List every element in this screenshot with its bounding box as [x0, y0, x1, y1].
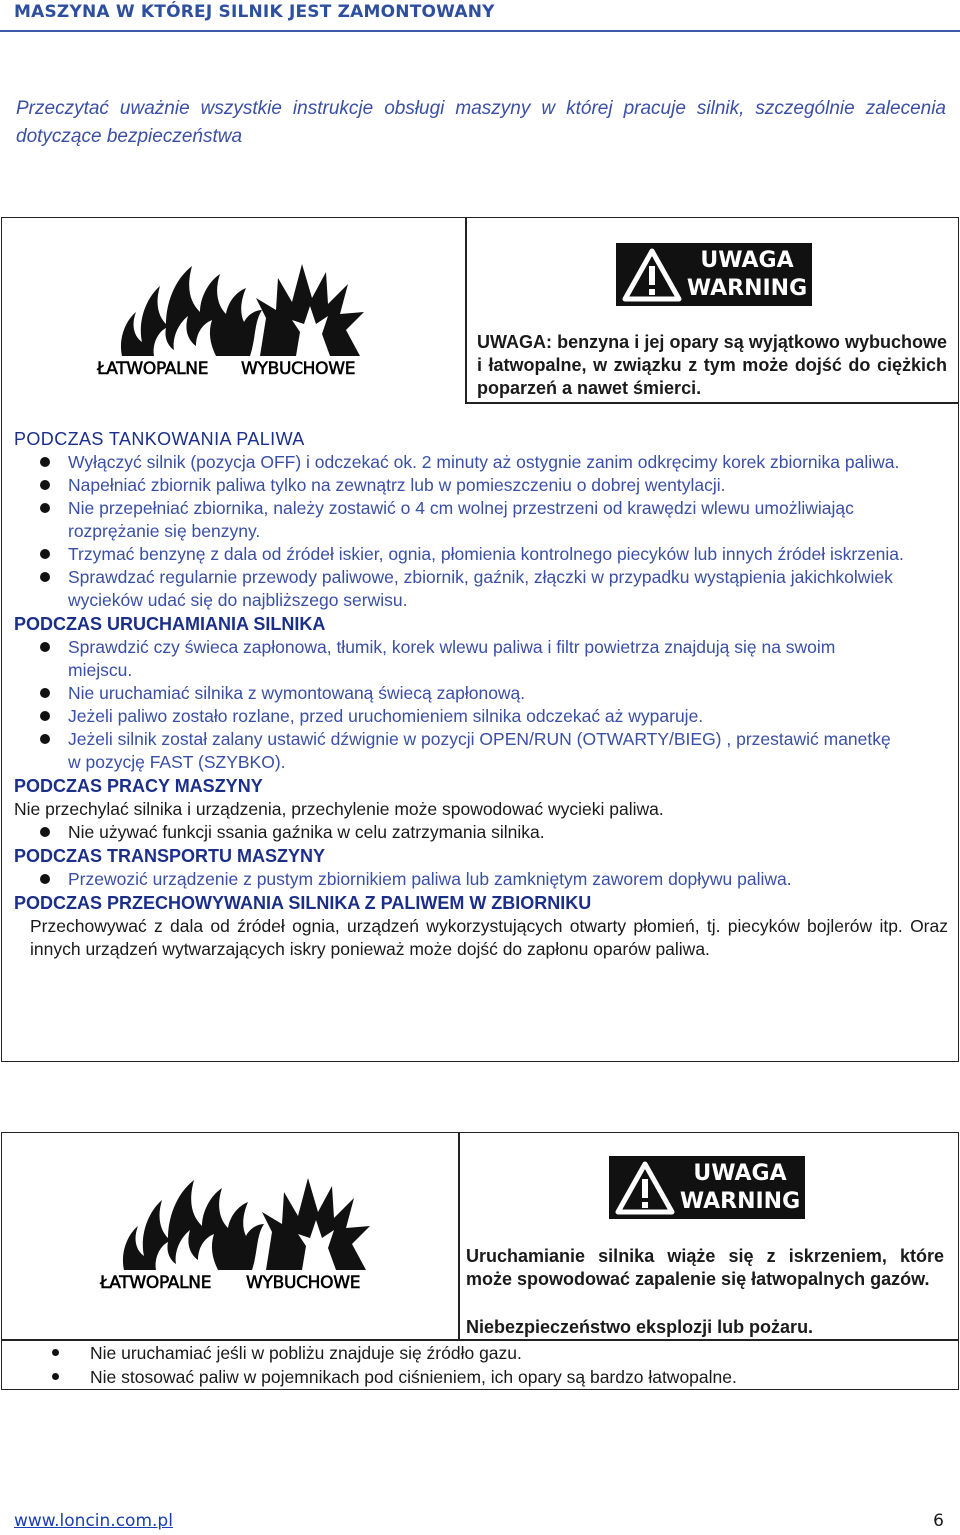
page-header-title: MASZYNA W KTÓREJ SILNIK JEST ZAMONTOWANY — [14, 2, 495, 22]
ignition-warning-text: Uruchamianie silnika wiąże się z iskrzeniem, które może spowodować zapalenie się łatwopalnych gazów. — [466, 1246, 944, 1289]
warning-sign-line2: WARNING — [686, 275, 808, 301]
intro-text: Przeczytać uważnie wszystkie instrukcje obsługi maszyny w której pracuje silnik, szczególnie zalecenia dotyczące bezpieczeństwa — [16, 98, 946, 147]
warning-sign-line2: WARNING — [679, 1188, 801, 1214]
list-item: Nie używać funkcji ssania gaźnika w celu zatrzymania silnika. — [14, 821, 904, 844]
warning-sign — [609, 1156, 805, 1219]
fuel-warning-text: UWAGA: benzyna i jej opary są wyjątkowo wybuchowe i łatwopalne, w związku z tym może dojść do ciężkich poparzeń a nawet śmierci. — [477, 332, 947, 398]
explosive-label: WYBUCHOWE — [241, 359, 356, 379]
list-item: Wyłączyć silnik (pozycja OFF) i odczekać ok. 2 minuty aż ostygnie zanim odkręcimy korek zbiornika paliwa. — [14, 451, 904, 474]
explosion-danger-text: Niebezpieczeństwo eksplozji lub pożaru. — [466, 1317, 814, 1337]
header-rule — [0, 30, 960, 32]
storage-paragraph: Przechowywać z dala od źródeł ognia, urządzeń wykorzystujących otwarty płomień, tj. piecyków bojlerów itp. Oraz innych urządzeń wytwarzających iskry ponieważ może dojść do zapłonu oparów paliwa. — [30, 916, 948, 959]
warning-triangle-icon — [622, 248, 682, 302]
flammable-label: ŁATWOPALNE — [97, 359, 209, 379]
list-item: Przewozić urządzenie z pustym zbiornikiem paliwa lub zamkniętym zaworem dopływu paliwa. — [14, 868, 904, 891]
transport-list — [14, 868, 904, 891]
ignition-list — [2, 1341, 942, 1389]
list-item: Jeżeli paliwo zostało rozlane, przed uruchomieniem silnika odczekać aż wyparuje. — [14, 705, 904, 728]
starting-list — [14, 636, 904, 774]
warning-sign — [616, 243, 812, 306]
flame-icon — [118, 1172, 268, 1272]
list-item: Nie uruchamiać silnika z wymontowaną świecą zapłonową. — [14, 682, 904, 705]
operation-list — [14, 821, 904, 844]
list-item: Napełniać zbiornik paliwa tylko na zewnątrz lub w pomieszczeniu o dobrej wentylacji. — [14, 474, 904, 497]
flammable-label: ŁATWOPALNE — [100, 1273, 212, 1293]
operation-lead-text: Nie przechylać silnika i urządzenia, przechylenie może spowodować wycieki paliwa. — [14, 799, 664, 819]
list-item: Sprawdzić czy świeca zapłonowa, tłumik, korek wlewu paliwa i filtr powietrza znajdują się na swoim miejscu. — [14, 636, 904, 682]
flame-icon — [116, 258, 266, 358]
explosive-label: WYBUCHOWE — [246, 1273, 361, 1293]
list-item: Nie stosować paliw w pojemnikach pod ciśnieniem, ich opary są bardzo łatwopalne. — [2, 1365, 942, 1389]
list-item: Trzymać benzynę z dala od źródeł iskier, ognia, płomienia kontrolnego piecyków lub innych źródeł iskrzenia. — [14, 543, 904, 566]
list-item: Jeżeli silnik został zalany ustawić dźwignie w pozycji OPEN/RUN (OTWARTY/BIEG) , przestawić manetkę w pozycję FAST (SZYBKO). — [14, 728, 904, 774]
list-item: Nie uruchamiać jeśli w pobliżu znajduje się źródło gazu. — [2, 1341, 942, 1365]
section-title-refueling: PODCZAS TANKOWANIA PALIWA — [14, 429, 305, 449]
list-item: Sprawdzać regularnie przewody paliwowe, zbiornik, gaźnik, złączki w przypadku wystąpienia jakichkolwiek wycieków udać się do najbliższego serwisu. — [14, 566, 904, 612]
section-title-starting: PODCZAS URUCHAMIANIA SILNIKA — [14, 614, 326, 634]
page-number: 6 — [933, 1511, 944, 1531]
explosion-icon — [256, 258, 366, 358]
list-item: Nie przepełniać zbiornika, należy zostawić o 4 cm wolnej przestrzeni od krawędzi wlewu umożliwiając rozprężanie się benzyny. — [14, 497, 904, 543]
refueling-list — [14, 451, 904, 612]
warning-triangle-icon — [615, 1161, 675, 1215]
box1-column-divider — [465, 217, 467, 403]
section-title-storage: PODCZAS PRZECHOWYWANIA SILNIKA Z PALIWEM W ZBIORNIKU — [14, 893, 592, 913]
box2-column-divider — [458, 1132, 460, 1340]
box1-row-divider — [465, 402, 959, 404]
warning-sign-line1: UWAGA — [700, 247, 794, 273]
website-link[interactable]: www.loncin.com.pl — [14, 1511, 173, 1531]
section-title-operation: PODCZAS PRACY MASZYNY — [14, 776, 263, 796]
explosion-icon — [262, 1172, 372, 1272]
box1-content — [14, 427, 948, 961]
warning-sign-line1: UWAGA — [693, 1160, 787, 1186]
section-title-transport: PODCZAS TRANSPORTU MASZYNY — [14, 846, 326, 866]
